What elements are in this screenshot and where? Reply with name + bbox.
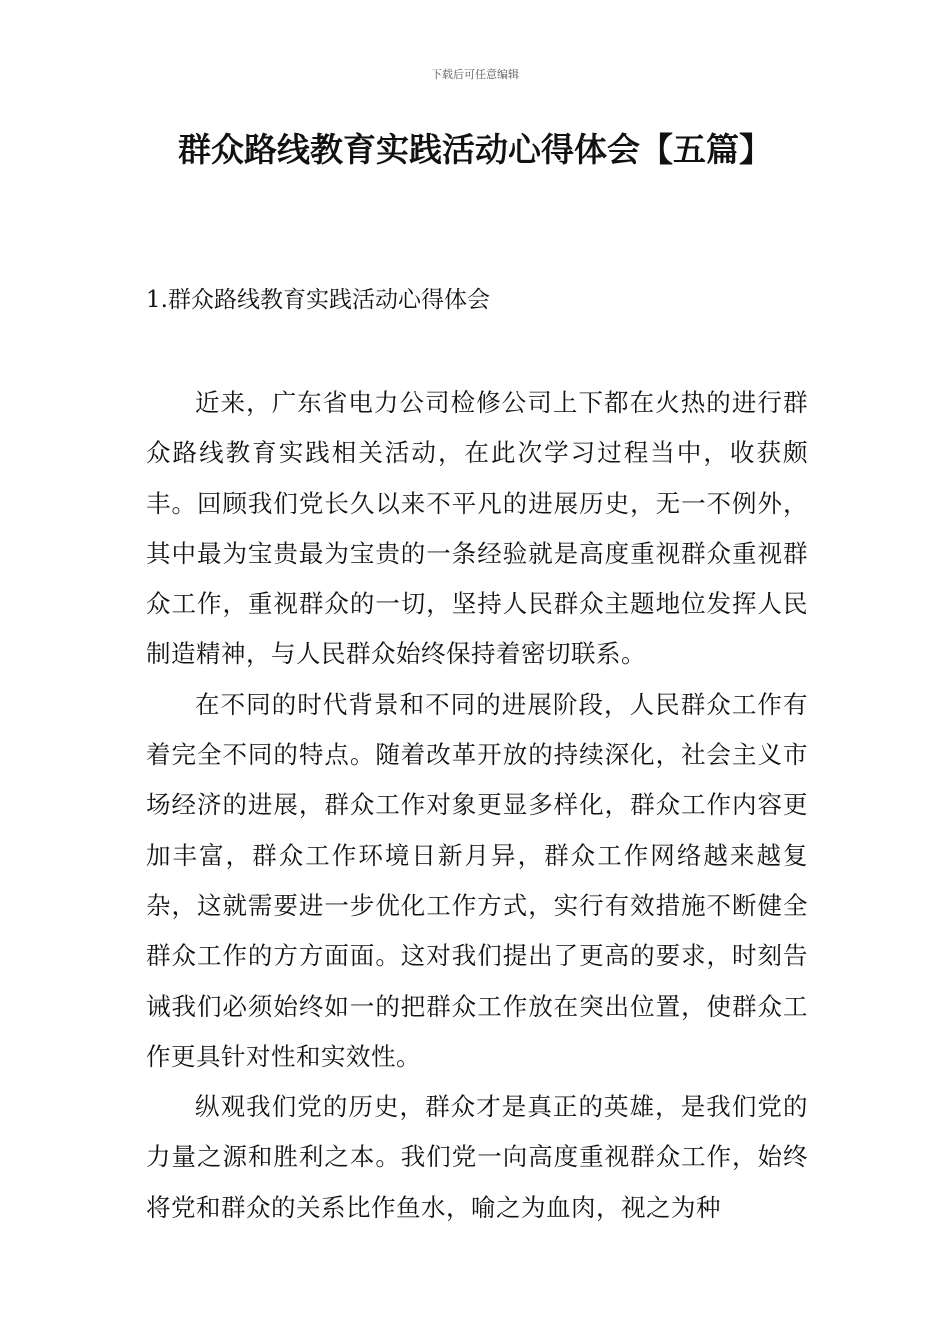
section-heading: 1.群众路线教育实践活动心得体会 (146, 287, 490, 313)
paragraph-1: 近来，广东省电力公司检修公司上下都在火热的进行群众路线教育实践相关活动，在此次学习过程当中，收获颇丰。回顾我们党长久以来不平凡的进展历史，无一不例外，其中最为宝贵最为宝贵的一条经验就是高度重视群众重视群众工作，重视群众的一切，坚持人民群众主题地位发挥人民制造精神，与人民群众始终保持着密切联系。 (146, 388, 808, 669)
header-note: 下载后可任意编辑 (431, 68, 519, 81)
paragraph-3: 纵观我们党的历史，群众才是真正的英雄，是我们党的力量之源和胜利之本。我们党一向高度重视群众工作，始终将党和群众的关系比作鱼水，喻之为血肉，视之为种 (146, 1092, 808, 1222)
document-title: 群众路线教育实践活动心得体会【五篇】 (178, 130, 772, 169)
paragraph-2: 在不同的时代背景和不同的进展阶段，人民群众工作有着完全不同的特点。随着改革开放的持续深化，社会主义市场经济的进展，群众工作对象更显多样化，群众工作内容更加丰富，群众工作环境日新月异，群众工作网络越来越复杂，这就需要进一步优化工作方式，实行有效措施不断健全群众工作的方方面面。这对我们提出了更高的要求，时刻告诫我们必须始终如一的把群众工作放在突出位置，使群众工作更具针对性和实效性。 (146, 689, 808, 1071)
document-body (146, 378, 808, 1233)
